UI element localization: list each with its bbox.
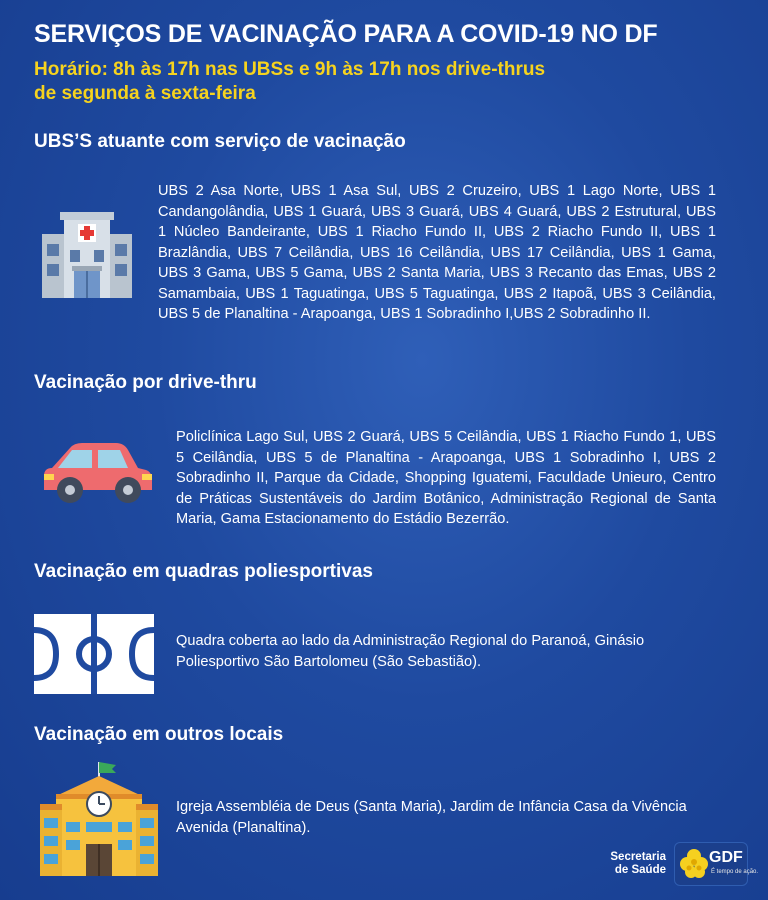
- school-building-icon: [40, 760, 158, 881]
- gdf-logo: GDF É tempo de ação.: [674, 842, 748, 886]
- section-heading-drive-thru: Vacinação por drive-thru: [34, 372, 257, 393]
- sports-court-icon: [34, 614, 154, 699]
- schedule-text: [34, 58, 545, 106]
- schedule-line-2: de segunda à sexta-feira: [34, 83, 256, 104]
- section-heading-ubs: UBS’S atuante com serviço de vacinação: [34, 131, 406, 152]
- section-text-drive-thru: Policlínica Lago Sul, UBS 2 Guará, UBS 5 Ceilândia, UBS 1 Riacho Fundo 1, UBS 5 Ceilândia, UBS 5 de Planaltina - Arapoanga, UBS 1 Sobradinho I, UBS 2 Sobradinho II, Parque da Cidade, Shopping Iguatemi, Faculdade Unieuro, Centro de Práticas Sustentáveis do Jardim Botânico, Administração Regional de Santa Maria, Gama Estacionamento do Estádio Bezerrão.: [176, 429, 716, 527]
- section-text-ubs: UBS 2 Asa Norte, UBS 1 Asa Sul, UBS 2 Cruzeiro, UBS 1 Lago Norte, UBS 1 Candangolândia, UBS 1 Guará, UBS 3 Guará, UBS 4 Guará, UBS 2 Estrutural, UBS 1 Núcleo Bandeirante, UBS 1 Riacho Fundo II, UBS 2 Riacho Fundo II, UBS 1 Brazlândia, UBS 7 Ceilândia, UBS 16 Ceilândia, UBS 17 Ceilândia, UBS 1 Gama, UBS 3 Gama, UBS 5 Gama, UBS 2 Santa Maria, UBS 3 Recanto das Emas, UBS 2 Samambaia, UBS 1 Taguatinga, UBS 5 Taguatinga, UBS 2 Itapoã, UBS 3 Ceilândia, UBS 5 de Planaltina - Arapoanga, UBS 1 Sobradinho I,UBS 2 Sobradinho II.: [158, 183, 716, 322]
- page-title: SERVIÇOS DE VACINAÇÃO PARA A COVID-19 NO DF: [34, 20, 658, 48]
- section-heading-sports-courts: Vacinação em quadras poliesportivas: [34, 561, 373, 582]
- section-heading-other-places: Vacinação em outros locais: [34, 724, 284, 745]
- car-icon: [42, 440, 154, 509]
- secretaria-saude-logo: Secretaria de Saúde: [610, 851, 666, 876]
- ipe-flower-icon: [677, 844, 711, 884]
- section-text-sports-courts: Quadra coberta ao lado da Administração Regional do Paranoá, Ginásio Poliesportivo São Bartolomeu (São Sebastião).: [176, 633, 645, 670]
- footer-logos: [610, 842, 759, 886]
- hospital-icon: [42, 212, 132, 303]
- section-text-other-places: Igreja Assembléia de Deus (Santa Maria), Jardim de Infância Casa da Vivência Avenida (Planaltina).: [176, 799, 687, 836]
- schedule-line-1: Horário: 8h às 17h nas UBSs e 9h às 17h nos drive-thrus: [34, 59, 546, 80]
